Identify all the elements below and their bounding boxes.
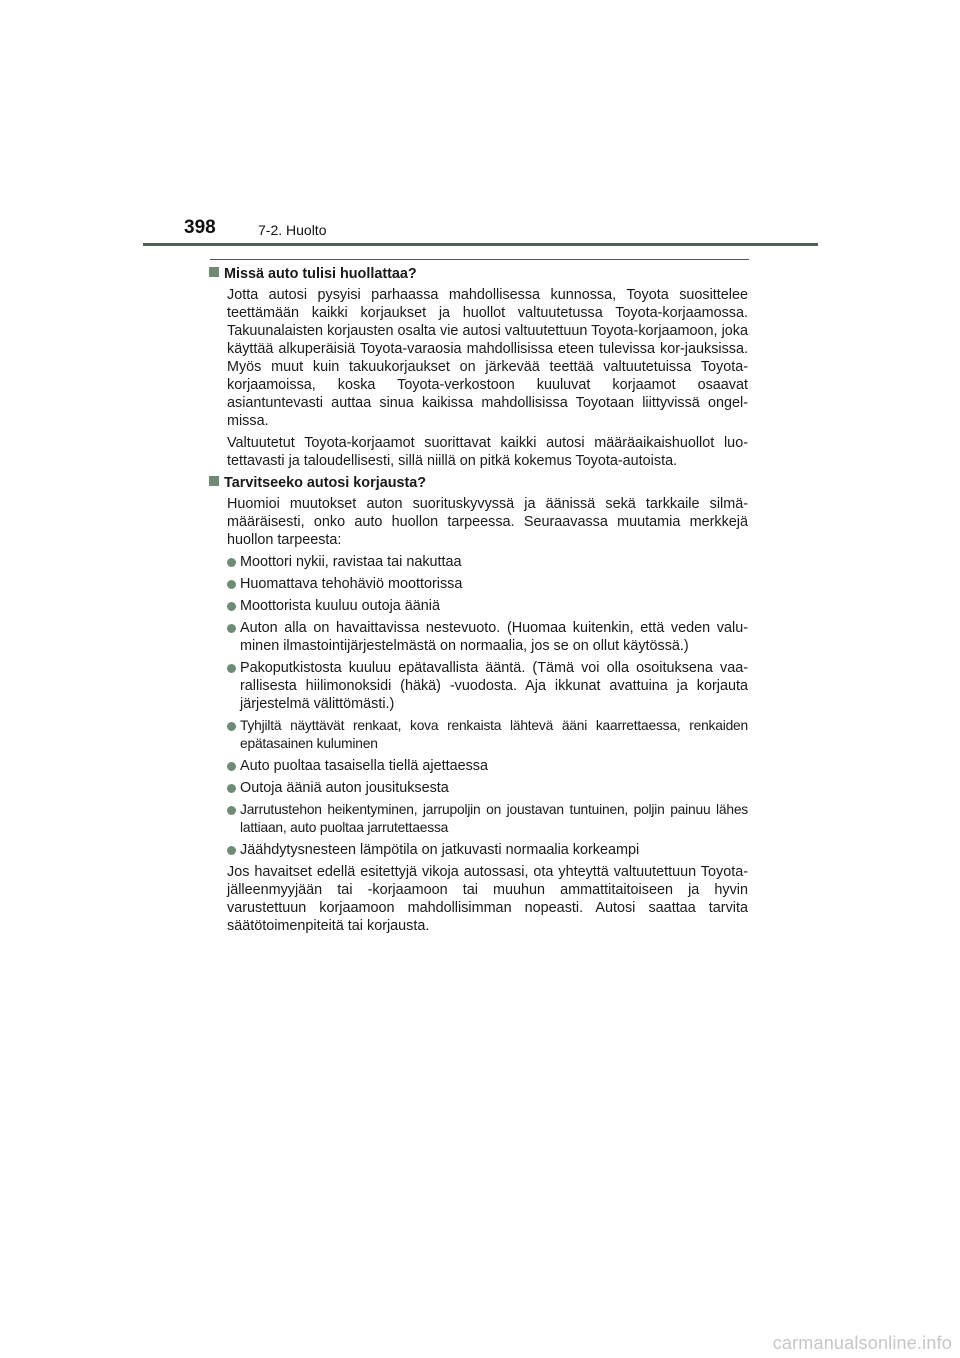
circle-bullet-icon [227,580,236,589]
section-heading-text: Missä auto tulisi huollattaa? [224,266,417,282]
circle-bullet-icon [227,722,236,731]
list-item [209,553,748,571]
circle-bullet-icon [227,806,236,815]
chapter-title: 7-2. Huolto [258,222,327,238]
circle-bullet-icon [227,784,236,793]
section-heading-repair-need [209,474,748,492]
list-item-text: Tyhjiltä näyttävät renkaat, kova renkaista lähtevä ääni kaarrettaessa, renkaiden epätasainen kuluminen [240,718,748,751]
square-bullet-icon [209,267,219,277]
list-item-text: Outoja ääniä auton jousituksesta [240,780,449,796]
list-item [209,757,748,775]
list-item-text: Auton alla on havaittavissa nestevuoto. (Huomaa kuitenkin, että veden valu-minen ilmastointijärjestelmästä on normaalia, jos se on ollut käytössä.) [240,620,748,654]
header-rule [143,243,818,246]
list-item-text: Jäähdytysnesteen lämpötila on jatkuvasti normaalia korkeampi [240,842,640,858]
page-content [209,263,748,935]
list-item [209,619,748,655]
list-item-text: Moottori nykii, ravistaa tai nakuttaa [240,554,462,570]
paragraph: Valtuutetut Toyota-korjaamot suorittavat kaikki autosi määräaikaishuollot luo-tettavasti ja taloudellisesti, sillä niillä on pitkä kokemus Toyota-autoista. [227,435,748,469]
circle-bullet-icon [227,558,236,567]
circle-bullet-icon [227,624,236,633]
list-item [209,575,748,593]
section-heading-text: Tarvitseeko autosi korjausta? [224,475,427,491]
list-item-text: Jarrutustehon heikentyminen, jarrupoljin on joustavan tuntuinen, poljin painuu lähes lattiaan, auto puoltaa jarrutettaessa [240,802,748,835]
paragraph: Jotta autosi pysyisi parhaassa mahdollisessa kunnossa, Toyota suosittelee teettämään kaikki korjaukset ja huollot valtuutetussa Toyota-korjaamossa. Takuunalaisten korjausten osalta vie autosi valtuutettuun Toyota-korjaamoon, joka käyttää alkuperäisiä Toyota-varaosia mahdollisissa eteen tulevissa kor-jauksissa. Myös muut kuin takuukorjaukset on järkevää teettää valtuutetuissa Toyota-korjaamoissa, koska Toyota-verkostoon kuuluvat korjaamot osaavat asiantuntevasti auttaa sinua kaikissa mahdollisissa Toyotaan liittyvissä ongel-missa. [227,287,748,429]
list-item-text: Pakoputkistosta kuuluu epätavallista ääntä. (Tämä voi olla osoituksena vaa-rallisesta hiilimonoksidi (häkä) -vuodosta. Aja ikkunat avattuina ja korjauta järjestelmä välittömästi.) [240,660,748,712]
list-item [209,779,748,797]
square-bullet-icon [209,476,219,486]
symptom-list [209,553,748,859]
page-number: 398 [184,217,216,238]
circle-bullet-icon [227,846,236,855]
list-item [209,841,748,859]
list-item [209,597,748,615]
circle-bullet-icon [227,664,236,673]
list-item [209,717,748,753]
list-item [209,659,748,713]
section-divider [210,259,749,260]
section-heading-service-location [209,265,748,283]
circle-bullet-icon [227,762,236,771]
paragraph: Huomioi muutokset auton suorituskyvyssä ja äänissä sekä tarkkaile silmä-määräisesti, onko auto huollon tarpeessa. Seuraavassa muutamia merkkejä huollon tarpeesta: [227,496,748,548]
watermark: carmanualsonline.info [772,1333,952,1353]
circle-bullet-icon [227,602,236,611]
list-item-text: Moottorista kuuluu outoja ääniä [240,598,441,614]
list-item [209,801,748,837]
closing-paragraph: Jos havaitset edellä esitettyjä vikoja autossasi, ota yhteyttä valtuutettuun Toyota-jälleenmyyjään tai -korjaamoon tai muuhun ammattitaitoiseen ja hyvin varustettuun korjaamoon mahdollisimman nopeasti. Autosi saattaa tarvita säätötoimenpiteitä tai korjausta. [227,864,748,934]
list-item-text: Huomattava tehohäviö moottorissa [240,576,463,592]
list-item-text: Auto puoltaa tasaisella tiellä ajettaessa [240,758,488,774]
